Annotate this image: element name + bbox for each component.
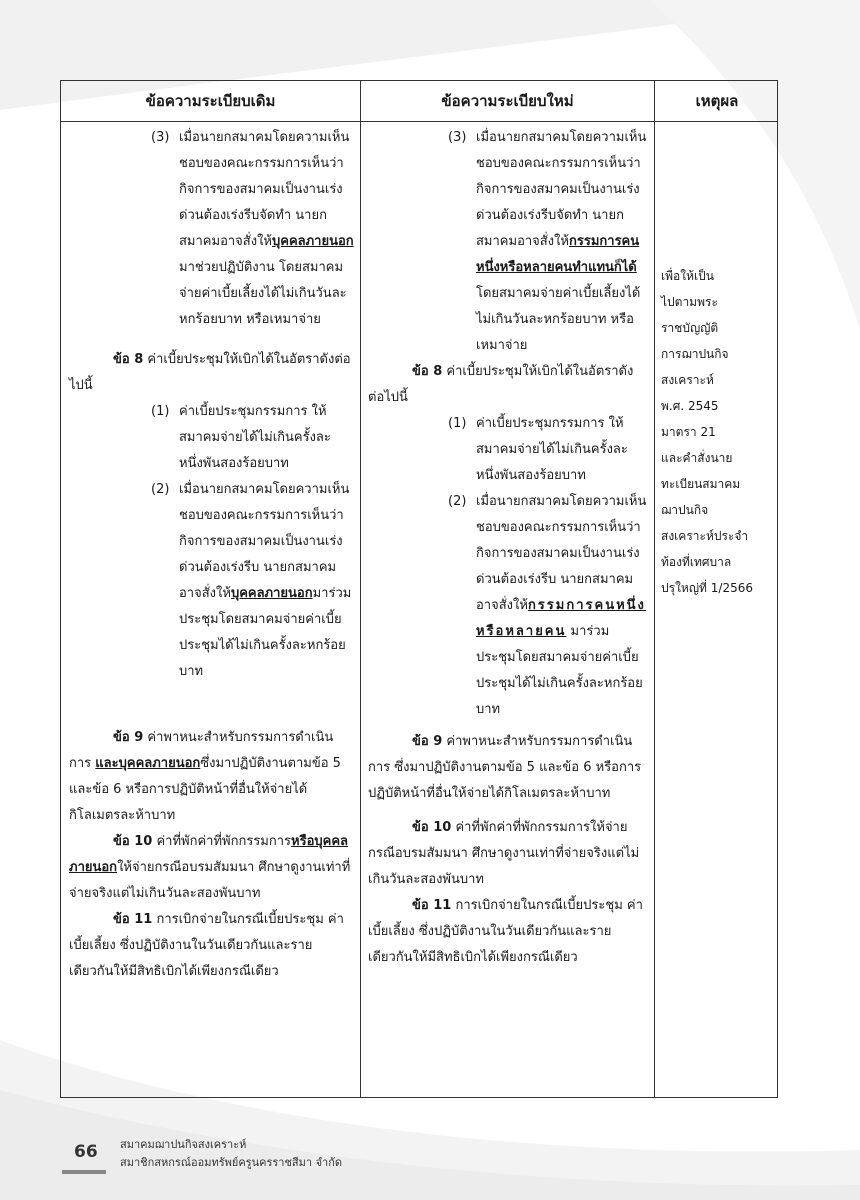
new-clause-8-item-1: (1) ค่าเบี้ยประชุมกรรมการ ให้สมาคมจ่ายได้ไม่เกินครั้งละหนึ่งพันสองร้อยบาท bbox=[448, 416, 628, 483]
old-clause-8-item-1: (1) ค่าเบี้ยประชุมกรรมการ ให้สมาคมจ่ายได้ไม่เกินครั้งละหนึ่งพันสองร้อยบาท bbox=[151, 404, 331, 471]
new-clause-7-item-3: (3) เมื่อนายกสมาคมโดยความเห็นชอบของคณะกรรมการเห็นว่า กิจการของสมาคมเป็นงานเร่งด่วนต้องเร่งรีบจัดทำ นายกสมาคมอาจสั่งให้กรรมการคนหนึ่งหรือหลายคนทำแทนก็ได้ โดยสมาคมจ่ายค่าเบี้ยเลี้ยงได้ไม่เกินวันละหกร้อยบาท หรือเหมาจ่าย bbox=[448, 130, 647, 353]
reason-line: ท้องที่เทศบาล bbox=[661, 555, 732, 569]
new-rules-column bbox=[368, 121, 647, 971]
reason-line: ปรุใหญ่ที่ 1/2566 bbox=[661, 581, 753, 595]
old-clause-9: ข้อ 9 ค่าพาหนะสำหรับกรรมการดำเนินการ และบุคคลภายนอกซึ่งมาปฏิบัติงานตามข้อ 5 และข้อ 6 หรือการปฏิบัติหน้าที่อื่นให้จ่ายได้กิโลเมตรละห้าบาท bbox=[69, 730, 341, 823]
reason-line: ไปตามพระ bbox=[661, 295, 718, 309]
changed-text: บุคคลภายนอก bbox=[272, 234, 354, 249]
footer-line-2: สมาชิกสหกรณ์ออมทรัพย์ครูนครราชสีมา จำกัด bbox=[120, 1156, 342, 1169]
changed-text: กรรมการคนหนึ่งหรือหลายคนทำแทนก็ได้ bbox=[476, 234, 640, 275]
old-clause-10: ข้อ 10 ค่าที่พักค่าที่พักกรรมการหรือบุคคลภายนอกให้จ่ายกรณีอบรมสัมมนา ศึกษาดูงานเท่าที่จ่ายจริงแต่ไม่เกินวันละสองพันบาท bbox=[69, 834, 351, 901]
old-clause-7-item-3: (3) เมื่อนายกสมาคมโดยความเห็นชอบของคณะกรรมการเห็นว่า กิจการของสมาคมเป็นงานเร่งด่วนต้องเร่งรีบจัดทำ นายกสมาคมอาจสั่งให้บุคคลภายนอกมาช่วยปฏิบัติงาน โดยสมาคมจ่ายค่าเบี้ยเลี้ยงได้ไม่เกินวันละ หกร้อยบาท หรือเหมาจ่าย bbox=[69, 125, 354, 333]
column-divider bbox=[360, 81, 361, 1097]
old-clause-8-item-2: (2) เมื่อนายกสมาคมโดยความเห็นชอบของคณะกรรมการเห็นว่า กิจการของสมาคมเป็นงานเร่งด่วนต้องเร่งรีบ นายกสมาคมอาจสั่งให้บุคคลภายนอกมาร่วมประชุมโดยสมาคมจ่ายค่าเบี้ยประชุมได้ไม่เกินครั้งละหกร้อยบาท bbox=[151, 482, 352, 679]
page-number-bar bbox=[62, 1170, 106, 1174]
changed-text: หรือบุคคลภายนอก bbox=[69, 834, 349, 875]
new-clause-11: ข้อ 11 การเบิกจ่ายในกรณีเบี้ยประชุม ค่าเบี้ยเลี้ยง ซึ่งปฏิบัติงานในวันเดียวกันและรายเดียวกันให้มีสิทธิเบิกได้เพียงกรณีเดียว bbox=[368, 898, 643, 965]
changed-text: และบุคคลภายนอก bbox=[95, 756, 201, 771]
reason-column bbox=[661, 263, 775, 601]
new-clause-9: ข้อ 9 ค่าพาหนะสำหรับกรรมการดำเนินการ ซึ่งมาปฏิบัติงานตามข้อ 5 และข้อ 6 หรือการปฏิบัติหน้าที่อื่นให้จ่ายได้กิโลเมตรละห้าบาท bbox=[368, 734, 642, 801]
old-clause-8: ข้อ 8 ค่าเบี้ยประชุมให้เบิกได้ในอัตราดังต่อไปนี้ bbox=[69, 352, 351, 393]
item-number: (3) bbox=[151, 130, 170, 145]
page-number: 66 bbox=[74, 1142, 98, 1162]
old-clause-11: ข้อ 11 การเบิกจ่ายในกรณีเบี้ยประชุม ค่าเบี้ยเลี้ยง ซึ่งปฏิบัติงานในวันเดียวกันและรายเดียวกันให้มีสิทธิเบิกได้เพียงกรณีเดียว bbox=[69, 912, 344, 979]
reason-line: ทะเบียนสมาคม bbox=[661, 477, 741, 491]
reason-line: สงเคราะห์ bbox=[661, 373, 714, 387]
reason-line: การฌาปนกิจ bbox=[661, 347, 729, 361]
new-clause-8-item-2: (2) เมื่อนายกสมาคมโดยความเห็นชอบของคณะกรรมการเห็นว่า กิจการของสมาคมเป็นงานเร่งด่วนต้องเร่งรีบ นายกสมาคมอาจสั่งให้กรรมการคนหนึ่งหรือหลายคน มาร่วมประชุมโดยสมาคมจ่ายค่าเบี้ยประชุมได้ไม่เกินครั้งละหกร้อยบาท bbox=[448, 494, 647, 717]
reason-line: ราชบัญญัติ bbox=[661, 321, 719, 335]
reason-line: ฌาปนกิจ bbox=[661, 503, 709, 517]
reason-line: สงเคราะห์ประจำ bbox=[661, 529, 749, 543]
comparison-table bbox=[60, 80, 778, 1098]
new-clause-8: ข้อ 8 ค่าเบี้ยประชุมให้เบิกได้ในอัตราดังต่อไปนี้ bbox=[368, 364, 634, 405]
reason-line: และคำสั่งนาย bbox=[661, 451, 733, 465]
header-new-rules: ข้อความระเบียบใหม่ bbox=[441, 92, 574, 110]
new-clause-10: ข้อ 10 ค่าที่พักค่าที่พักกรรมการให้จ่ายกรณีอบรมสัมมนา ศึกษาดูงานเท่าที่จ่ายจริงแต่ไม่เกินวันละสองพันบาท bbox=[368, 820, 640, 887]
header-old-rules: ข้อความระเบียบเดิม bbox=[145, 92, 276, 110]
header-reason: เหตุผล bbox=[695, 92, 739, 110]
footer-organization bbox=[120, 1136, 342, 1172]
old-rules-column bbox=[69, 121, 354, 985]
reason-line: เพื่อให้เป็น bbox=[661, 269, 714, 283]
column-divider bbox=[654, 81, 655, 1097]
clause-label: ข้อ 8 bbox=[113, 352, 144, 367]
reason-line: พ.ศ. 2545 bbox=[661, 399, 719, 413]
reason-line: มาตรา 21 bbox=[661, 425, 716, 439]
footer-line-1: สมาคมฌาปนกิจสงเคราะห์ bbox=[120, 1138, 247, 1151]
changed-text: กรรมการคนหนึ่งหรือหลายคน bbox=[476, 598, 646, 639]
changed-text: บุคคลภายนอก bbox=[230, 586, 313, 601]
